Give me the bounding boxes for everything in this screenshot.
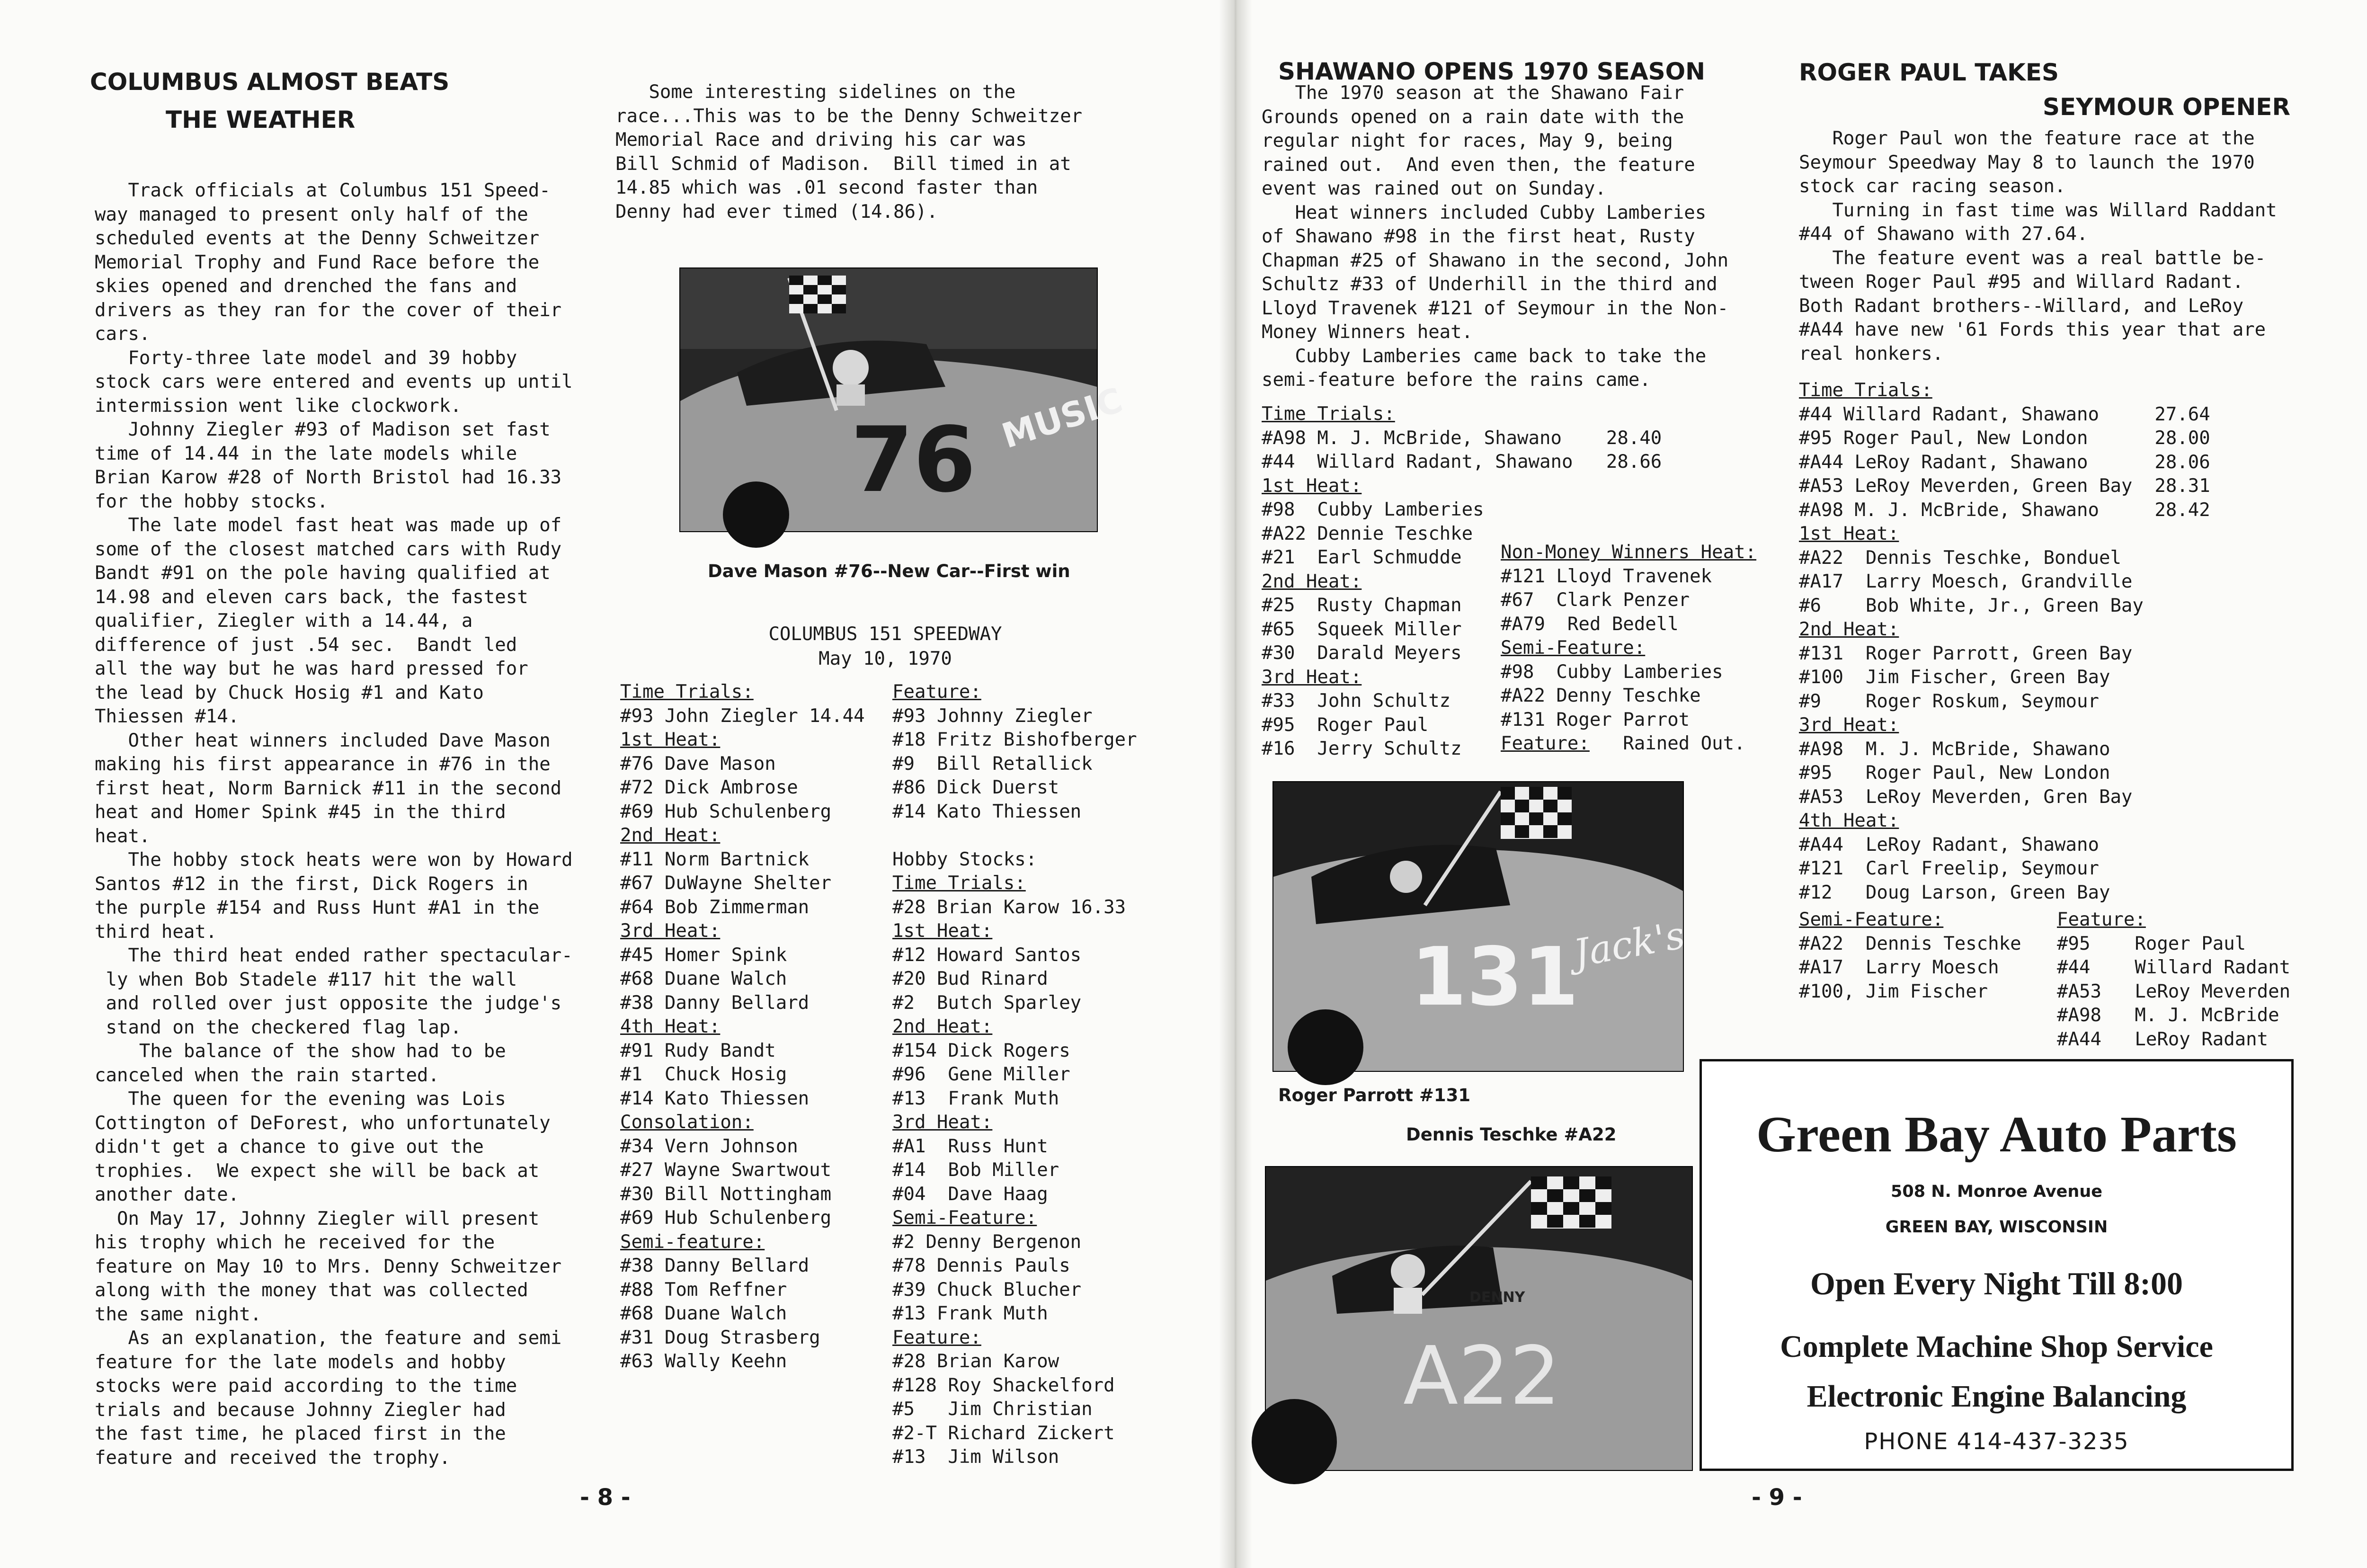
page-number-left: - 8 - xyxy=(580,1484,631,1511)
results-entry: #9 Bill Retallick xyxy=(892,753,1093,775)
results-entry: #76 Dave Mason xyxy=(620,753,776,775)
results-entry: #121 Lloyd Travenek xyxy=(1501,565,1712,587)
page-gutter xyxy=(1219,0,1252,1568)
car-sponsor-jacks: Jack's xyxy=(1570,913,1688,976)
results-entry: #121 Carl Freelip, Seymour xyxy=(1799,858,2099,879)
results-title-date: May 10, 1970 xyxy=(819,648,952,669)
columbus-results-feature-hobby xyxy=(892,680,1137,1470)
results-entry: #A17 Larry Moesch, Grandville xyxy=(1799,571,2133,592)
results-heading: 3rd Heat: xyxy=(1262,666,1362,688)
results-entry: #A1 Russ Hunt xyxy=(892,1135,1048,1157)
ad-address: 508 N. Monroe Avenue xyxy=(1890,1182,2102,1201)
results-entry: #44 Willard Radant, Shawano 27.64 xyxy=(1799,403,2210,425)
paragraph: The hobby stock heats were won by Howard Santos #12 in the first, Dick Rogers in the purple #154 and Russ Hunt #A1 in the third heat. xyxy=(95,849,573,943)
results-entry: #A79 Red Bedell xyxy=(1501,613,1679,635)
results-entry: #28 Brian Karow 16.33 xyxy=(892,896,1126,918)
results-entry: #131 Roger Parrot xyxy=(1501,709,1690,731)
paragraph: The third heat ended rather spectacular- ly when Bob Stadele #117 hit the wall and rolled over just opposite the judge's stand on the checkered flag lap. xyxy=(106,945,573,1038)
results-entry: #30 Bill Nottingham xyxy=(620,1183,832,1205)
results-heading: 1st Heat: xyxy=(620,729,721,750)
results-heading: 3rd Heat: xyxy=(892,1112,993,1133)
results-entry: #95 Roger Paul, New London 28.00 xyxy=(1799,428,2210,449)
results-entry: #A22 Dennis Teschke xyxy=(1799,933,2021,954)
results-entry: #14 Bob Miller xyxy=(892,1159,1059,1181)
results-heading: Feature: Rained Out. xyxy=(1501,733,1745,754)
photo-dave-mason-car xyxy=(679,267,1128,532)
paragraph: Other heat winners included Dave Mason making his first appearance in #76 in the first heat, Norm Barnick #11 in the second heat and Homer Spink #45 in the third heat. xyxy=(95,730,562,847)
results-heading: 2nd Heat: xyxy=(892,1016,993,1037)
article-headline-seymour-1: ROGER PAUL TAKES xyxy=(1799,59,2059,86)
results-entry: #33 John Schultz xyxy=(1262,690,1451,712)
results-entry: #44 Willard Radant xyxy=(2057,957,2291,978)
results-entry: #86 Dick Duerst xyxy=(892,777,1059,798)
results-entry: #72 Dick Ambrose xyxy=(620,777,798,798)
page-number-right: - 9 - xyxy=(1752,1484,1802,1511)
paragraph: The 1970 season at the Shawano Fair Grounds opened on a rain date with the regular night for races, May 9, being rained out. And even then, the feature event was rained out on Sunday. xyxy=(1262,82,1695,199)
results-entry: #A53 LeRoy Meverden xyxy=(2057,980,2291,1002)
results-heading: Semi-Feature: xyxy=(1501,637,1646,659)
results-entry xyxy=(892,824,1137,848)
paragraph: The late model fast heat was made up of some of the closest matched cars with Rudy Bandt #91 on the pole having qualified at 14.98 and eleven cars back, the fastest qualifier, Ziegler with a 14.44, a difference of just .54 sec. Bandt led all the way but he was hard pressed for the lead by Chuck Hosig #1 and Kato Thiessen #14. xyxy=(95,515,562,727)
columbus-results-late-models xyxy=(620,680,865,1374)
results-heading: 1st Heat: xyxy=(892,920,993,942)
results-entry: #04 Dave Haag xyxy=(892,1183,1048,1205)
results-entry: #12 Howard Santos xyxy=(892,944,1082,966)
paragraph: Turning in fast time was Willard Raddant #44 of Shawano with 27.64. xyxy=(1799,199,2277,245)
results-entry: #13 Frank Muth xyxy=(892,1303,1048,1324)
seymour-results-feature xyxy=(2057,908,2290,1051)
results-heading: Time Trials: xyxy=(1262,403,1395,425)
results-entry: #A53 LeRoy Meverden, Green Bay 28.31 xyxy=(1799,475,2210,497)
results-heading: Semi-feature: xyxy=(620,1231,765,1253)
results-entry: #68 Duane Walch xyxy=(620,968,787,989)
seymour-results-heats xyxy=(1799,379,2210,905)
results-entry: #13 Frank Muth xyxy=(892,1087,1059,1109)
ad-phone: PHONE 414-437-3235 xyxy=(1864,1428,2129,1455)
paragraph: The queen for the evening was Lois Cottington of DeForest, who unfortunately didn't get a chance to give out the trophies. We expect she will be back at another date. xyxy=(95,1088,551,1205)
results-entry: #A22 Dennis Teschke, Bonduel xyxy=(1799,547,2121,569)
results-entry: #9 Roger Roskum, Seymour xyxy=(1799,690,2099,712)
results-entry: #96 Gene Miller xyxy=(892,1064,1070,1085)
results-entry: #A22 Denny Teschke xyxy=(1501,685,1701,706)
results-entry: #95 Roger Paul, New London xyxy=(1799,762,2110,784)
article-headline-columbus-2: THE WEATHER xyxy=(166,106,356,134)
paragraph: Cubby Lamberies came back to take the semi-feature before the rains came. xyxy=(1262,345,1707,391)
car-number-131: 131 xyxy=(1411,930,1579,1024)
results-entry: #69 Hub Schulenberg xyxy=(620,1207,832,1229)
results-entry: #A98 M. J. McBride, Shawano 28.42 xyxy=(1799,499,2210,521)
results-entry: #68 Duane Walch xyxy=(620,1303,787,1324)
paragraph: Heat winners included Cubby Lamberies of Shawano #98 in the first heat, Rusty Chapman #25 of Shawano in the second, John Schultz #33 of Underhill in the third and Lloyd Travenek #121 of Seymour in the Non- Money Winners heat. xyxy=(1262,202,1729,343)
results-entry: #131 Roger Parrott, Green Bay xyxy=(1799,642,2133,664)
photo-roger-parrott-car xyxy=(1272,781,1688,1072)
results-entry: #13 Jim Wilson xyxy=(892,1446,1059,1468)
results-entry: Hobby Stocks: xyxy=(892,848,1037,870)
ad-city: GREEN BAY, WISCONSIN xyxy=(1885,1218,2108,1237)
results-heading: Time Trials: xyxy=(1799,380,1932,401)
results-entry: #2-T Richard Zickert xyxy=(892,1422,1115,1444)
results-heading: Time Trials: xyxy=(620,681,754,703)
results-entry: #67 DuWayne Shelter xyxy=(620,873,832,894)
results-entry: #93 John Ziegler 14.44 xyxy=(620,705,865,727)
advertisement-green-bay-auto-parts xyxy=(1700,1059,2294,1471)
shawano-results-other xyxy=(1501,541,1756,756)
race-car-a22-illustration xyxy=(1266,1167,1692,1470)
results-entry: #95 Roger Paul xyxy=(1262,714,1429,736)
results-entry: #28 Brian Karow xyxy=(892,1351,1059,1372)
results-entry: #25 Rusty Chapman xyxy=(1262,595,1462,616)
results-entry: #100 Jim Fischer, Green Bay xyxy=(1799,667,2110,688)
results-entry: #88 Tom Reffner xyxy=(620,1279,787,1301)
results-entry: #A44 LeRoy Radant, Shawano xyxy=(1799,834,2099,855)
article-body-seymour xyxy=(1799,127,2329,366)
results-entry: #64 Bob Zimmerman xyxy=(620,896,810,918)
results-entry: #A44 LeRoy Radant, Shawano 28.06 xyxy=(1799,451,2210,473)
results-entry: #38 Danny Bellard xyxy=(620,1255,810,1276)
results-entry: #44 Willard Radant, Shawano 28.66 xyxy=(1262,451,1662,472)
car-number-a22: A22 xyxy=(1403,1329,1561,1423)
results-entry: #11 Norm Bartnick xyxy=(620,848,810,870)
results-heading: Semi-Feature: xyxy=(1799,909,1944,930)
article-headline-columbus-1: COLUMBUS ALMOST BEATS xyxy=(90,68,450,96)
ad-business-name: Green Bay Auto Parts xyxy=(1756,1106,2237,1163)
results-entry: #A98 M. J. McBride, Shawano 28.40 xyxy=(1262,427,1662,449)
results-heading: Semi-Feature: xyxy=(892,1207,1037,1229)
results-entry: #20 Bud Rinard xyxy=(892,968,1048,989)
results-entry: #16 Jerry Schultz xyxy=(1262,738,1462,759)
results-heading: Time Trials: xyxy=(892,873,1026,894)
results-entry: #34 Vern Johnson xyxy=(620,1135,798,1157)
ad-hours: Open Every Night Till 8:00 xyxy=(1810,1265,2183,1301)
results-entry: #2 Butch Sparley xyxy=(892,992,1082,1014)
results-entry: #A22 Dennie Teschke xyxy=(1262,523,1473,544)
article-body-shawano xyxy=(1262,81,1773,392)
results-heading: Consolation: xyxy=(620,1112,754,1133)
results-entry: #95 Roger Paul xyxy=(2057,933,2246,954)
results-entry: #100, Jim Fischer xyxy=(1799,980,1988,1002)
results-heading: 1st Heat: xyxy=(1799,523,1899,544)
photo-caption-roger-parrott: Roger Parrott #131 xyxy=(1278,1085,1471,1105)
results-entry: #39 Chuck Blucher xyxy=(892,1279,1082,1301)
results-entry: #91 Rudy Bandt xyxy=(620,1040,776,1061)
results-entry: #31 Doug Strasberg xyxy=(620,1327,820,1348)
results-heading: Non-Money Winners Heat: xyxy=(1501,542,1757,563)
race-car-131-illustration xyxy=(1273,782,1688,1071)
paragraph: Track officials at Columbus 151 Speed- way managed to present only half of the scheduled events at the Denny Schweitzer Memorial Trophy and Fund Race before the skies opened and drenched the fans and drivers as they ran for the cover of their cars. xyxy=(95,180,562,345)
car-number-76: 76 xyxy=(851,408,976,512)
results-entry: #6 Bob White, Jr., Green Bay xyxy=(1799,595,2144,616)
paragraph: Roger Paul won the feature race at the Seymour Speedway May 8 to launch the 1970 stock car racing season. xyxy=(1799,128,2255,197)
results-entry: #78 Dennis Pauls xyxy=(892,1255,1070,1276)
results-heading: Feature: xyxy=(2057,909,2146,930)
results-entry: #69 Hub Schulenberg xyxy=(620,801,832,822)
results-heading: 4th Heat: xyxy=(620,1016,721,1037)
results-entry: #63 Wally Keehn xyxy=(620,1351,787,1372)
results-entry: #12 Doug Larson, Green Bay xyxy=(1799,882,2110,903)
photo-caption-dave-mason: Dave Mason #76--New Car--First win xyxy=(708,561,1070,581)
results-entry: #5 Jim Christian xyxy=(892,1399,1093,1420)
results-entry: #30 Darald Meyers xyxy=(1262,642,1462,664)
results-title-track: COLUMBUS 151 SPEEDWAY xyxy=(768,624,1002,645)
results-entry: #128 Roy Shackelford xyxy=(892,1374,1115,1396)
paragraph: The feature event was a real battle be- tween Roger Paul #95 and Willard Radant. Both Radant brothers--Willard, and LeRoy #A44 have new '61 Fords this year that are real honkers. xyxy=(1799,247,2266,365)
photo-dennis-teschke-car xyxy=(1265,1166,1693,1471)
results-entry: #93 Johnny Ziegler xyxy=(892,705,1093,727)
results-heading: 2nd Heat: xyxy=(1799,619,1899,640)
paragraph: The balance of the show had to be canceled when the rain started. xyxy=(95,1041,506,1086)
ad-service-engine-balancing: Electronic Engine Balancing xyxy=(1806,1379,2187,1414)
results-entry: #14 Kato Thiessen xyxy=(892,801,1082,822)
results-heading: 4th Heat: xyxy=(1799,810,1899,831)
results-entry: #18 Fritz Bishofberger xyxy=(892,729,1137,750)
photo-caption-dennis-teschke: Dennis Teschke #A22 xyxy=(1406,1124,1617,1145)
article-body-columbus xyxy=(95,179,606,1470)
paragraph: On May 17, Johnny Ziegler will present his trophy which he received for the feature on May 10 to Mrs. Denny Schweitzer along with the money that was collected the same night. xyxy=(95,1208,562,1325)
results-entry: #67 Clark Penzer xyxy=(1501,589,1690,611)
seymour-results-semi-feature xyxy=(1799,908,2021,1004)
results-heading: Feature: xyxy=(892,1327,981,1348)
results-entry: #A98 M. J. McBride xyxy=(2057,1005,2279,1026)
results-entry: #A17 Larry Moesch xyxy=(1799,957,1999,978)
results-entry: #27 Wayne Swartwout xyxy=(620,1159,832,1181)
results-entry: #A44 LeRoy Radant xyxy=(2057,1028,2269,1050)
article-sidelines: Some interesting sidelines on the race...This was to be the Denny Schweitzer Memorial Race and driving his car was Bill Schmid of Madison. Bill timed in at 14.85 which was .01 second faster than Denny had ever timed (14.86). xyxy=(615,81,1083,223)
article-headline-shawano: SHAWANO OPENS 1970 SEASON xyxy=(1278,58,1706,85)
car-sponsor-text: MUSIC xyxy=(997,380,1128,456)
results-entry: #98 Cubby Lamberies xyxy=(1501,661,1723,683)
car-driver-name: DENNY xyxy=(1469,1289,1525,1306)
results-entry: #45 Homer Spink xyxy=(620,944,787,966)
ad-service-machine-shop: Complete Machine Shop Service xyxy=(1780,1329,2213,1364)
results-heading: 3rd Heat: xyxy=(620,920,721,942)
results-entry: #154 Dick Rogers xyxy=(892,1040,1070,1061)
article-headline-seymour-2: SEYMOUR OPENER xyxy=(2043,93,2290,121)
paragraph: Forty-three late model and 39 hobby stock cars were entered and events up until intermission went like clockwork. xyxy=(95,347,573,417)
results-entry: #2 Denny Bergenon xyxy=(892,1231,1082,1253)
results-heading: Feature: xyxy=(892,681,981,703)
results-entry: #38 Danny Bellard xyxy=(620,992,810,1014)
results-entry: #A98 M. J. McBride, Shawano xyxy=(1799,738,2110,760)
results-entry: #98 Cubby Lamberies xyxy=(1262,499,1484,520)
results-heading: 3rd Heat: xyxy=(1799,714,1899,736)
results-entry: #A53 LeRoy Meverden, Gren Bay xyxy=(1799,786,2133,808)
results-heading: 2nd Heat: xyxy=(1262,570,1362,592)
race-car-illustration xyxy=(680,268,1128,531)
results-entry: #1 Chuck Hosig xyxy=(620,1064,787,1085)
paragraph: Johnny Ziegler #93 of Madison set fast time of 14.44 in the late models while Brian Karow #28 of North Bristol had 16.33 for the hobby stocks. xyxy=(95,419,562,512)
paragraph: As an explanation, the feature and semi feature for the late models and hobby stocks were paid according to the time trials and because Johnny Ziegler had the fast time, he placed first in the feature and received the trophy. xyxy=(95,1327,562,1469)
results-entry: #65 Squeek Miller xyxy=(1262,618,1462,640)
results-heading: 2nd Heat: xyxy=(620,825,721,846)
results-entry: #14 Kato Thiessen xyxy=(620,1087,810,1109)
results-entry: #21 Earl Schmudde xyxy=(1262,547,1462,568)
results-heading: 1st Heat: xyxy=(1262,475,1362,497)
